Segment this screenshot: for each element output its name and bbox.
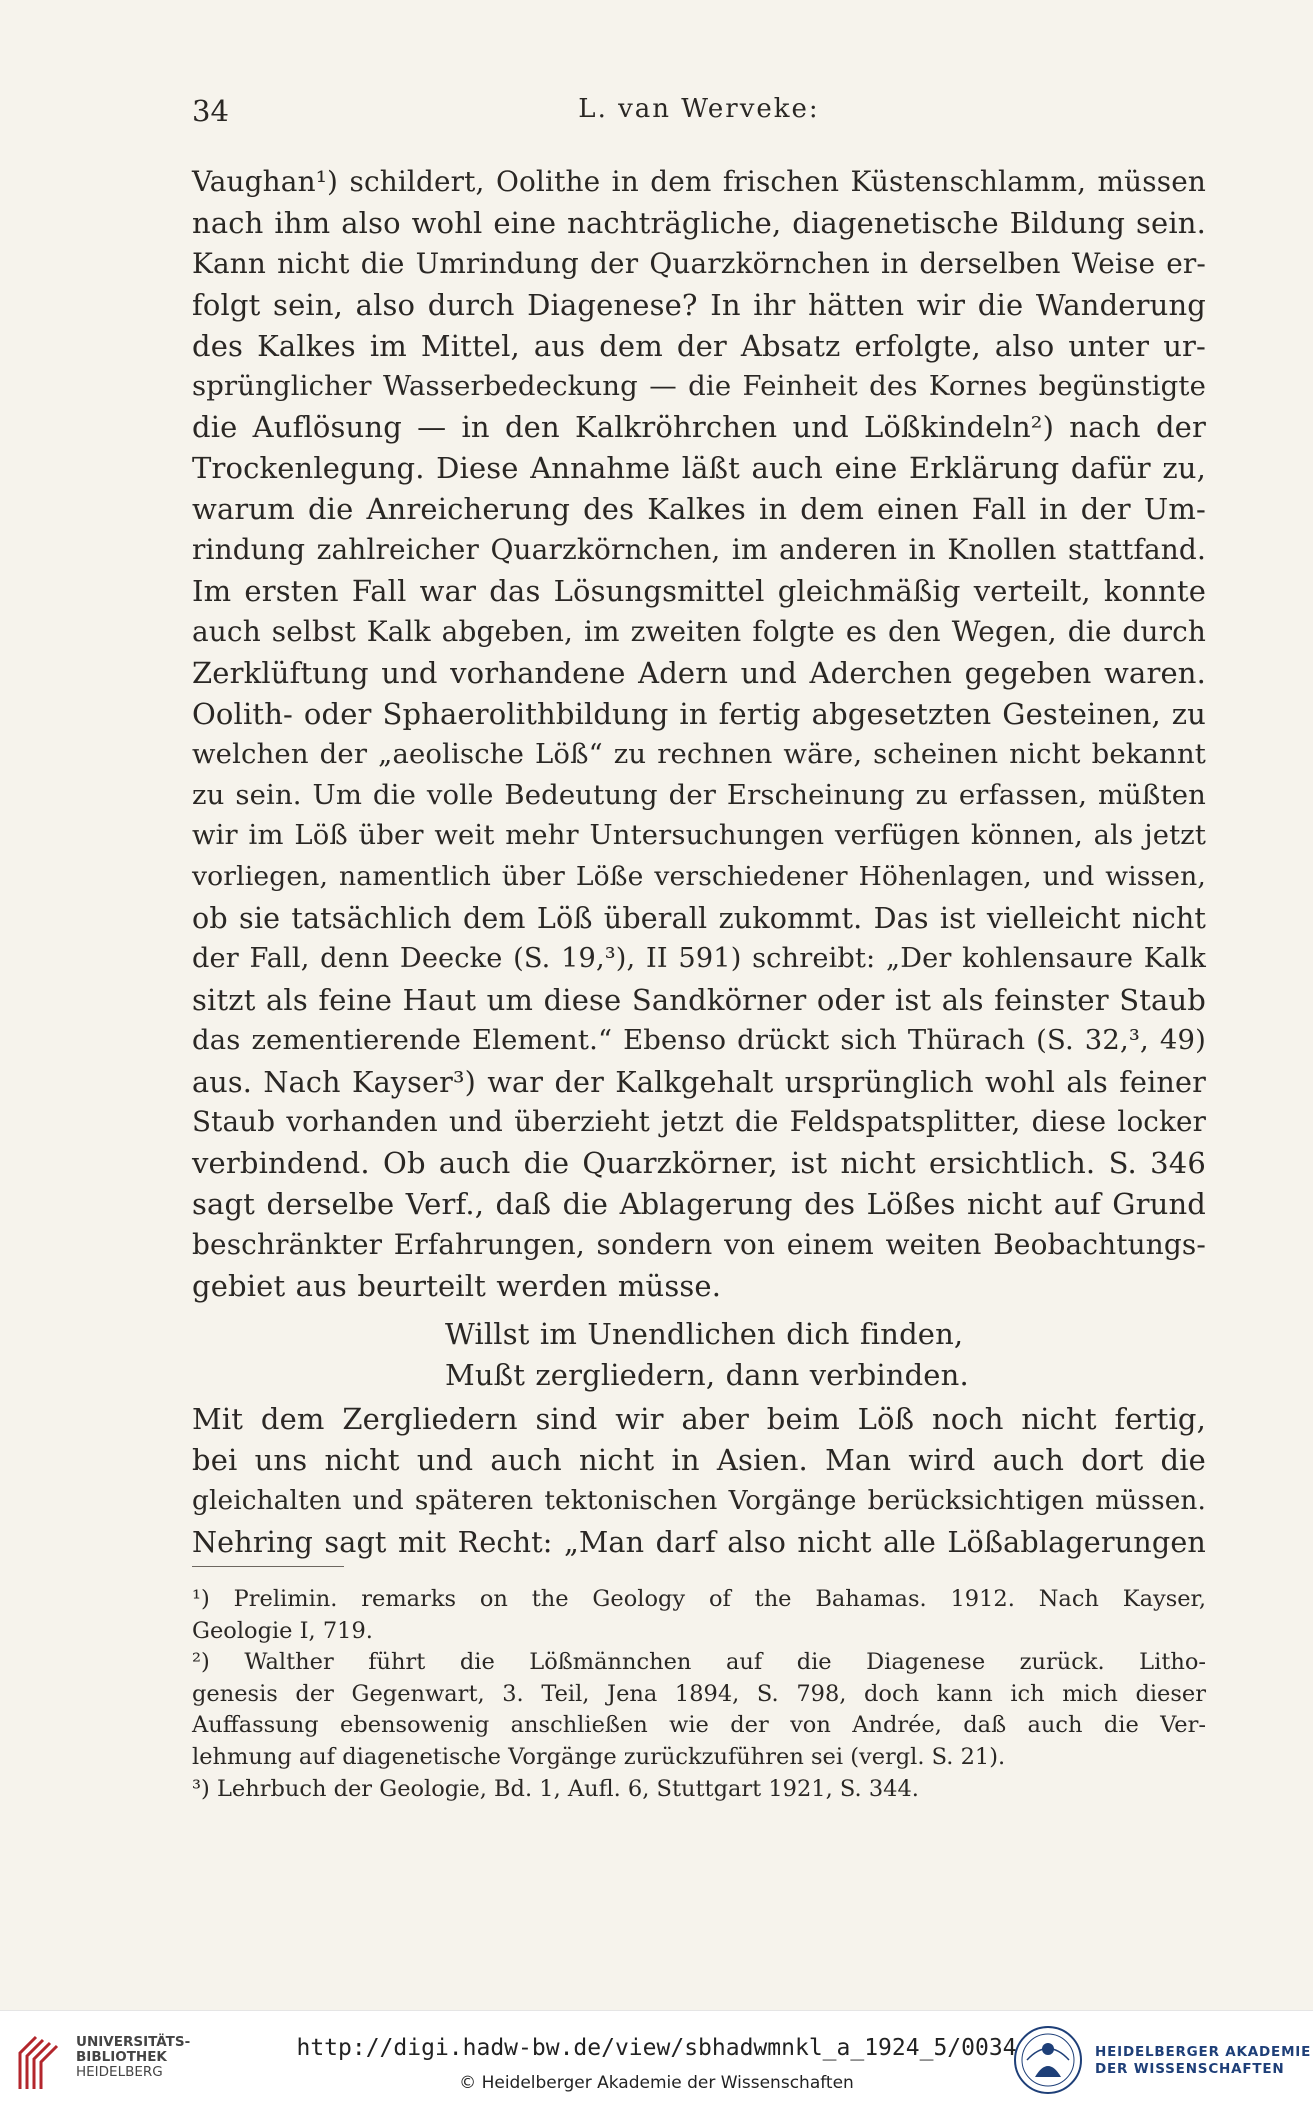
copyright-notice: © Heidelberger Akademie der Wissenschaften: [459, 2073, 854, 2093]
page-number: 34: [192, 94, 229, 128]
text-line: wir im Löß über weit mehr Untersuchungen verfügen können, als jetzt: [192, 820, 1206, 852]
text-line: gebiet aus beurteilt werden müsse.: [192, 1269, 722, 1304]
footnote-line: Auffassung ebensowenig anschließen wie der von Andrée, daß auch die Ver-: [192, 1712, 1206, 1739]
text-line: welchen der „aeolische Löß“ zu rechnen wäre, scheinen nicht bekannt: [192, 738, 1206, 771]
text-line: sprünglicher Wasserbedeckung — die Feinheit des Kornes begünstigte: [192, 370, 1206, 403]
footnote-line: Geologie I, 719.: [192, 1617, 373, 1644]
text-line: das zementierende Element.“ Ebenso drückt sich Thürach (S. 32,³, 49): [192, 1024, 1206, 1056]
text-line: die Auflösung — in den Kalkröhrchen und Lößkindeln²) nach der: [192, 410, 1206, 445]
verse-line: Mußt zergliedern, dann verbinden.: [445, 1357, 969, 1392]
text-line: zu sein. Um die volle Bedeutung der Erscheinung zu erfassen, müßten: [192, 779, 1206, 812]
text-line: nach ihm also wohl eine nachträgliche, diagenetische Bildung sein.: [192, 205, 1206, 240]
text-line: Trockenlegung. Diese Annahme läßt auch eine Erklärung dafür zu,: [192, 451, 1206, 486]
text-line: sitzt als feine Haut um diese Sandkörner oder ist als feinster Staub: [192, 982, 1206, 1017]
text-line: Oolith- oder Sphaerolithbildung in fertig abgesetzten Gesteinen, zu: [192, 696, 1206, 731]
viewer-footer: [0, 2010, 1313, 2107]
text-line: Zerklüftung und vorhandene Adern und Aderchen gegeben waren.: [192, 655, 1206, 690]
text-line: Vaughan¹) schildert, Oolithe in dem frischen Küstenschlamm, müssen: [192, 165, 1206, 198]
text-line: Nehring sagt mit Recht: „Man darf also nicht alle Lößablagerungen: [192, 1524, 1206, 1559]
footnote-separator: [192, 1566, 344, 1567]
footnote-line: ²) Walther führt die Lößmännchen auf die Diagenese zurück. Litho-: [192, 1649, 1206, 1676]
main-paragraph: [192, 162, 1206, 1307]
running-head: L. van Werveke:: [578, 94, 820, 124]
verse-line: Willst im Unendlichen dich finden,: [445, 1317, 964, 1351]
text-line: ob sie tatsächlich dem Löß überall zukommt. Das ist vielleicht nicht: [192, 901, 1206, 936]
academy-name: HEIDELBERGER AKADEMIE DER WISSENSCHAFTEN: [1095, 2044, 1312, 2077]
footnote-line: genesis der Gegenwart, 3. Teil, Jena 1894, S. 798, doch kann ich mich dieser: [192, 1680, 1206, 1707]
text-line: beschränkter Erfahrungen, sondern von einem weiten Beobachtungs-: [192, 1228, 1206, 1262]
text-line: Kann nicht die Umrindung der Quarzkörnchen in derselben Weise er-: [192, 246, 1206, 280]
text-line: gleichalten und späteren tektonischen Vorgänge berücksichtigen müssen.: [192, 1485, 1206, 1516]
footnote-line: ³) Lehrbuch der Geologie, Bd. 1, Aufl. 6, Stuttgart 1921, S. 344.: [192, 1775, 919, 1802]
text-line: bei uns nicht und auch nicht in Asien. Man wird auch dort die: [192, 1442, 1206, 1477]
text-line: Im ersten Fall war das Lösungsmittel gleichmäßig verteilt, konnte: [192, 573, 1206, 608]
text-line: warum die Anreicherung des Kalkes in dem einen Fall in der Um-: [192, 492, 1206, 527]
footnote-line: lehmung auf diagenetische Vorgänge zurückzuführen sei (vergl. S. 21).: [192, 1743, 1006, 1770]
university-library-name: UNIVERSITÄTS- BIBLIOTHEK HEIDELBERG: [76, 2034, 191, 2080]
footnotes: [192, 1584, 1206, 1805]
text-line: vorliegen, namentlich über Löße verschiedener Höhenlagen, und wissen,: [192, 861, 1206, 893]
page-header: [192, 94, 1206, 134]
second-paragraph: [192, 1399, 1206, 1563]
verse-quote: [445, 1314, 969, 1396]
text-line: Mit dem Zergliedern sind wir aber beim Löß noch nicht fertig,: [192, 1402, 1206, 1436]
text-line: der Fall, denn Deecke (S. 19,³), II 591) schreibt: „Der kohlensaure Kalk: [192, 942, 1206, 974]
text-line: des Kalkes im Mittel, aus dem der Absatz erfolgte, also unter ur-: [192, 328, 1206, 363]
footnote-line: ¹) Prelimin. remarks on the Geology of the Bahamas. 1912. Nach Kayser,: [192, 1586, 1206, 1612]
text-line: verbindend. Ob auch die Quarzkörner, ist nicht ersichtlich. S. 346: [192, 1146, 1206, 1181]
academy-seal-icon: [1013, 2025, 1083, 2095]
text-line: aus. Nach Kayser³) war der Kalkgehalt ursprünglich wohl als feiner: [192, 1064, 1206, 1099]
text-line: sagt derselbe Verf., daß die Ablagerung des Lößes nicht auf Grund: [192, 1187, 1206, 1222]
text-line: rindung zahlreicher Quarzkörnchen, im anderen in Knollen stattfand.: [192, 533, 1206, 567]
text-line: auch selbst Kalk abgeben, im zweiten folgte es den Wegen, die durch: [192, 614, 1206, 648]
text-line: Staub vorhanden und überzieht jetzt die Feldspatsplitter, diese locker: [192, 1105, 1206, 1139]
text-line: folgt sein, also durch Diagenese? In ihr hätten wir die Wanderung: [192, 287, 1206, 322]
permalink-url[interactable]: http://digi.hadw-bw.de/view/sbhadwmnkl_a_1924_5/0034: [296, 2035, 1017, 2061]
